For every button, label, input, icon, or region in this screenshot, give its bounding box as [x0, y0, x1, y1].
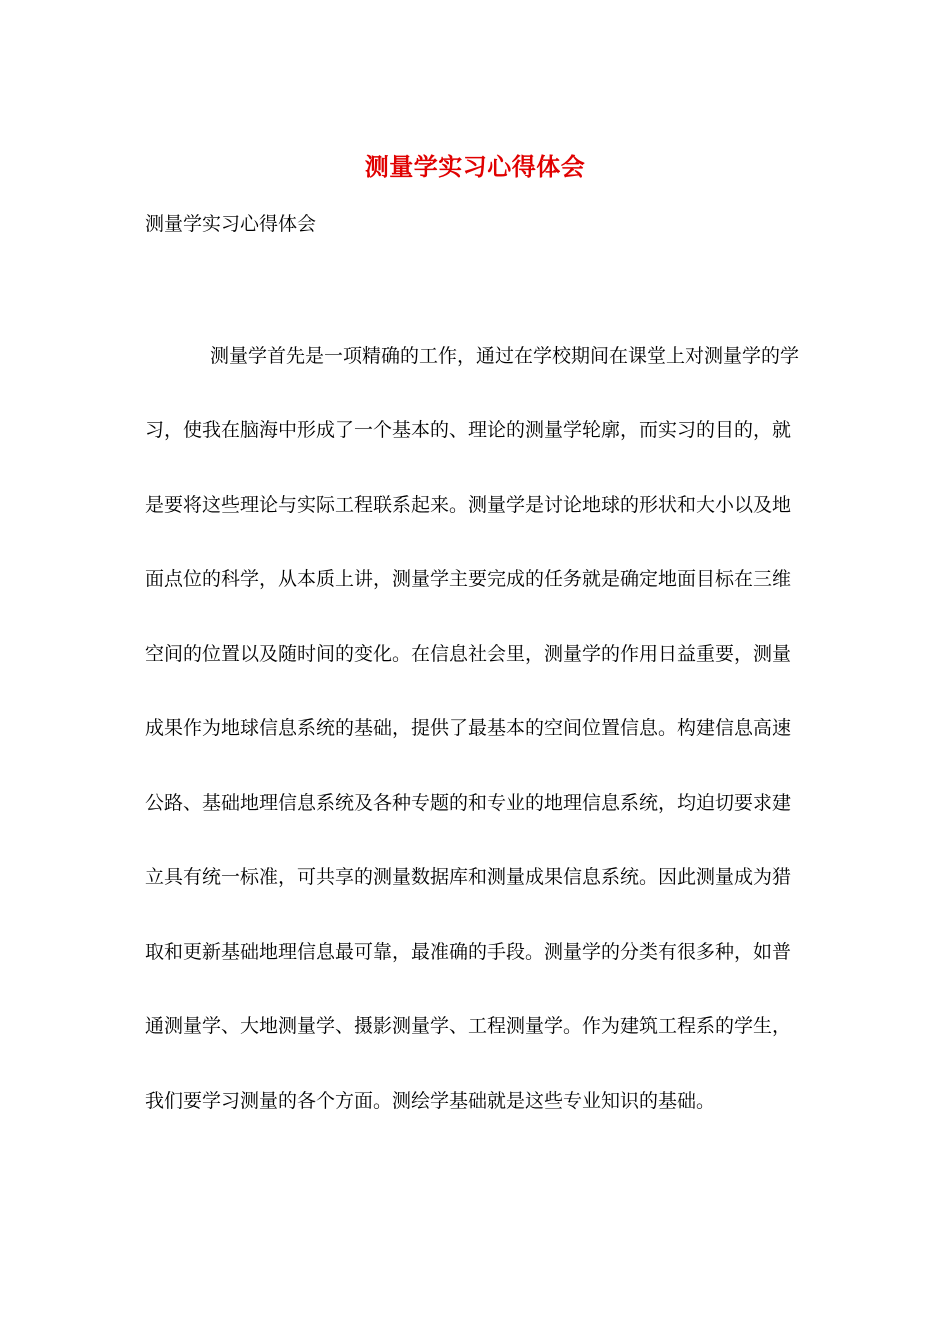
paragraph-line: 空间的位置以及随时间的变化。在信息社会里，测量学的作用日益重要，测量	[145, 643, 792, 665]
paragraph-line: 我们要学习测量的各个方面。测绘学基础就是这些专业知识的基础。	[145, 1090, 716, 1112]
document-title: 测量学实习心得体会	[364, 152, 586, 181]
paragraph-line: 通测量学、大地测量学、摄影测量学、工程测量学。作为建筑工程系的学生，	[145, 1015, 792, 1037]
paragraph-line: 习，使我在脑海中形成了一个基本的、理论的测量学轮廓，而实习的目的，就	[145, 419, 792, 441]
paragraph-line: 取和更新基础地理信息最可靠，最准确的手段。测量学的分类有很多种，如普	[145, 941, 792, 963]
paragraph-line: 立具有统一标准，可共享的测量数据库和测量成果信息系统。因此测量成为猎	[145, 866, 792, 888]
paragraph-line: 公路、基础地理信息系统及各种专题的和专业的地理信息系统，均迫切要求建	[145, 792, 792, 814]
document-subtitle: 测量学实习心得体会	[145, 213, 317, 235]
paragraph-line: 是要将这些理论与实际工程联系起来。测量学是讨论地球的形状和大小以及地	[145, 494, 792, 516]
paragraph-line: 成果作为地球信息系统的基础，提供了最基本的空间位置信息。构建信息高速	[145, 717, 792, 739]
paragraph-line: 测量学首先是一项精确的工作，通过在学校期间在课堂上对测量学的学	[210, 345, 800, 367]
paragraph-line: 面点位的科学，从本质上讲，测量学主要完成的任务就是确定地面目标在三维	[145, 568, 792, 590]
